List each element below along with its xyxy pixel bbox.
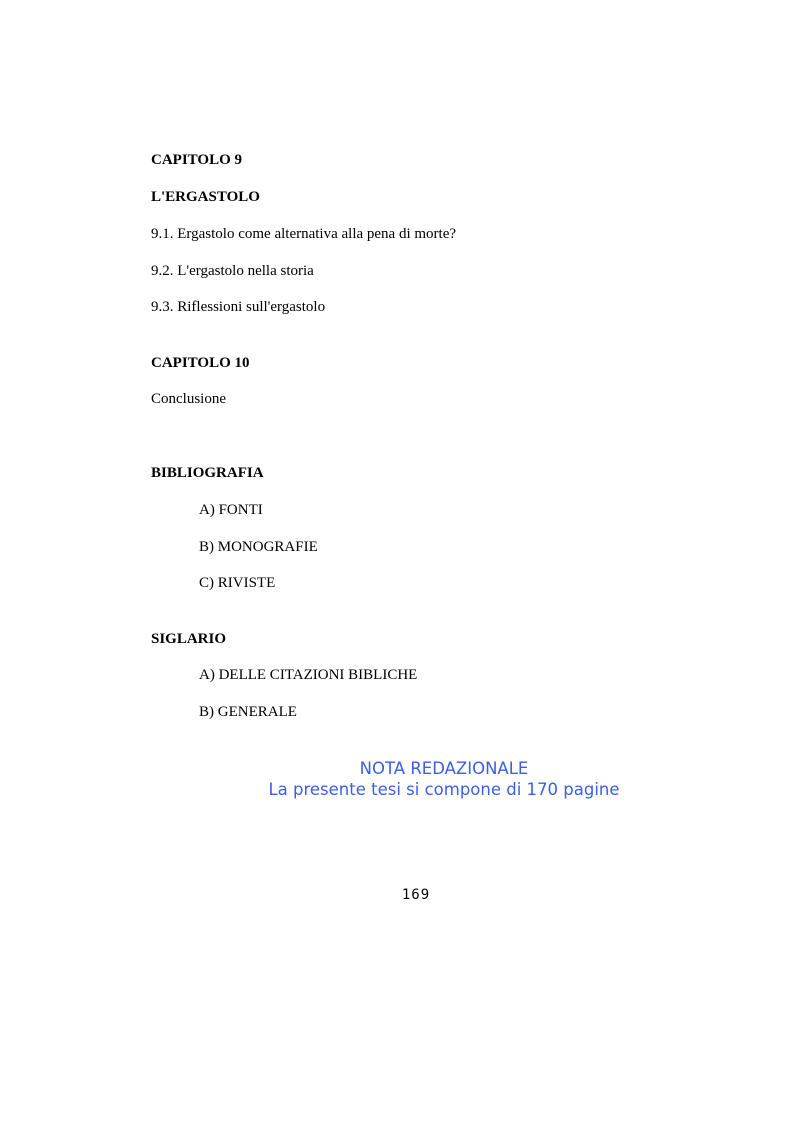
page-number: 169 bbox=[401, 887, 431, 903]
siglario-heading: SIGLARIO bbox=[151, 631, 227, 647]
chapter-10-title: Conclusione bbox=[151, 391, 226, 407]
siglario-item-generale: B) GENERALE bbox=[199, 704, 297, 720]
siglario-item-citazioni-bibliche: A) DELLE CITAZIONI BIBLICHE bbox=[199, 667, 418, 683]
toc-section-9-3: 9.3. Riflessioni sull'ergastolo bbox=[151, 299, 326, 315]
chapter-9-title: L'ERGASTOLO bbox=[151, 189, 260, 205]
chapter-9-heading: CAPITOLO 9 bbox=[151, 152, 242, 168]
chapter-10-heading: CAPITOLO 10 bbox=[151, 355, 250, 371]
editorial-note-text: La presente tesi si compone di 170 pagine bbox=[268, 780, 620, 799]
bibliography-item-riviste: C) RIVISTE bbox=[199, 575, 276, 591]
bibliography-item-monografie: B) MONOGRAFIE bbox=[199, 539, 318, 555]
toc-section-9-2: 9.2. L'ergastolo nella storia bbox=[151, 263, 314, 279]
editorial-note-title: NOTA REDAZIONALE bbox=[359, 759, 529, 778]
bibliography-item-fonti: A) FONTI bbox=[199, 502, 263, 518]
toc-section-9-1: 9.1. Ergastolo come alternativa alla pena di morte? bbox=[151, 226, 457, 242]
bibliography-heading: BIBLIOGRAFIA bbox=[151, 465, 264, 481]
